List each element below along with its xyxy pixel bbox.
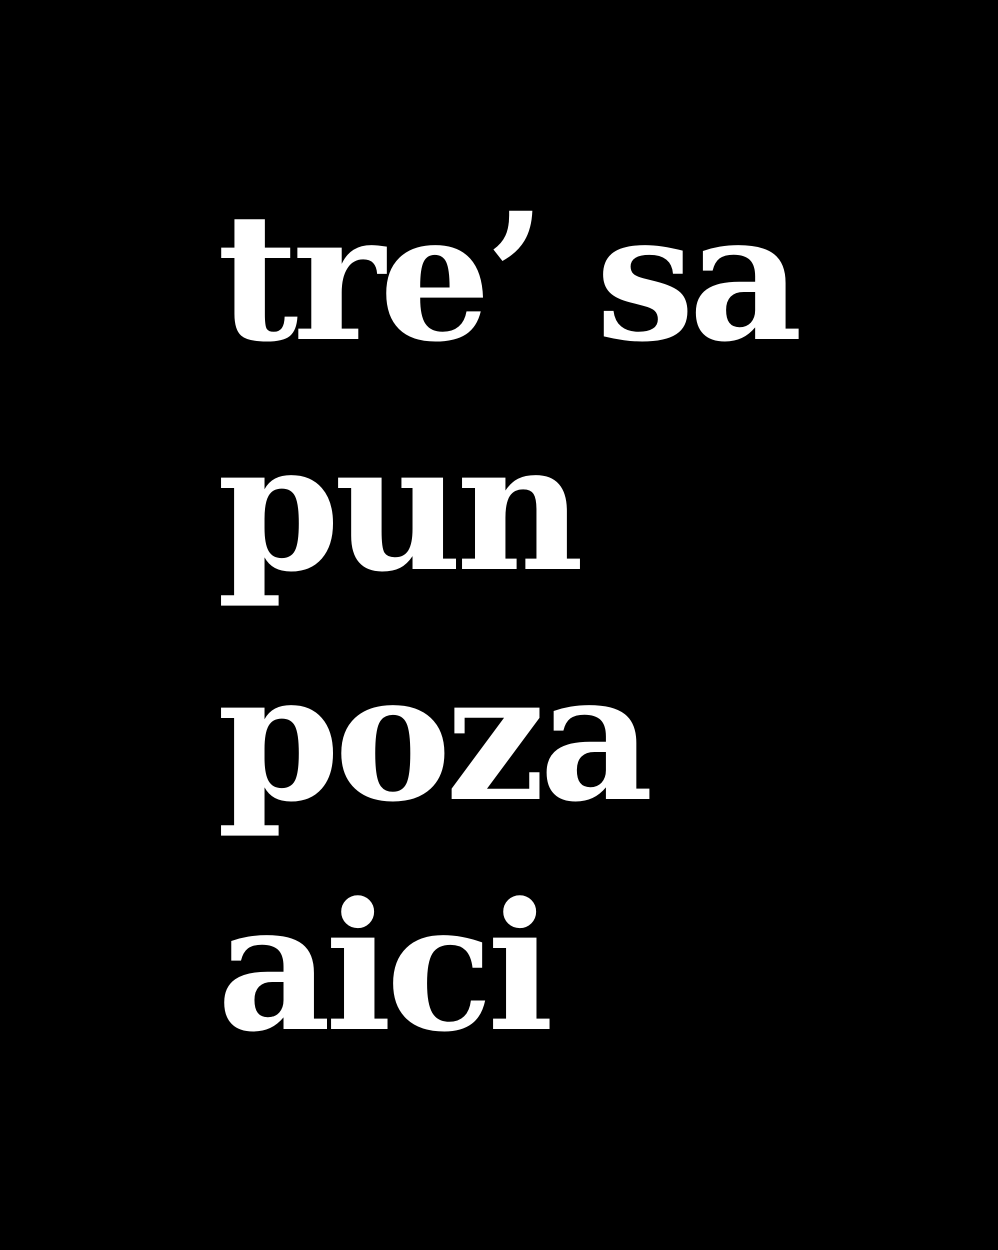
poster-line-3: poza	[217, 634, 648, 841]
poster-line-2: pun	[217, 404, 578, 611]
poster-line-1: tre’ sa	[217, 174, 797, 381]
poster-line-4: aici	[217, 864, 548, 1071]
